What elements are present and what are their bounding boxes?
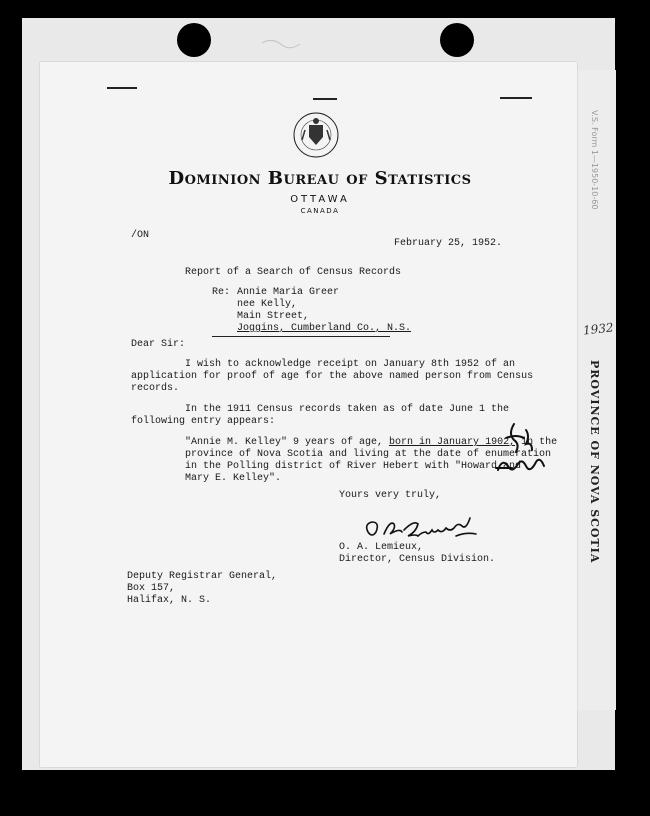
- paragraph-1-line: I wish to acknowledge receipt on January 8th 1952 of an: [185, 359, 516, 370]
- entry-text: "Annie M. Kelley" 9 years of age,: [185, 437, 390, 448]
- handwritten-initials: [492, 418, 552, 488]
- organization-name: Dominion Bureau of Statistics: [168, 168, 472, 189]
- re-line: Main Street,: [237, 311, 310, 322]
- country-name: CANADA: [300, 207, 340, 215]
- paragraph-1-line: records.: [131, 383, 180, 394]
- signer-title: Director, Census Division.: [339, 554, 496, 565]
- paragraph-2-line: following entry appears:: [131, 416, 276, 427]
- addressee-line: Box 157,: [127, 583, 176, 594]
- city-name: OTTAWA: [290, 194, 350, 205]
- addressee-line: Halifax, N. S.: [127, 595, 212, 606]
- paper-clip-mark: [313, 98, 337, 100]
- entry-birth-underlined: born in January 1902,: [389, 437, 516, 448]
- letter-date: February 25, 1952.: [394, 238, 503, 249]
- paragraph-1-line: application for proof of age for the above named person from Census: [131, 371, 534, 382]
- subject-line: Report of a Search of Census Records: [185, 267, 402, 278]
- re-line: Annie Maria Greer: [237, 287, 340, 298]
- paragraph-2-line: In the 1911 Census records taken as of date June 1 the: [185, 404, 510, 415]
- paper-clip-mark: [500, 97, 532, 99]
- punch-hole-right: [440, 23, 474, 57]
- paper-clip-mark: [107, 87, 137, 89]
- side-form-code: V.S. Form 1—1950-10-60: [590, 110, 599, 210]
- side-number: 1932: [582, 320, 615, 338]
- entry-line: province of Nova Scotia and living at the date of enumeration: [185, 449, 552, 460]
- addressee-line: Deputy Registrar General,: [127, 571, 278, 582]
- entry-line: in the Polling district of River Hebert with "Howard and: [185, 461, 522, 472]
- signer-name: O. A. Lemieux,: [339, 542, 424, 553]
- salutation: Dear Sir:: [131, 339, 186, 350]
- reference-code: /ON: [131, 230, 150, 241]
- closing: Yours very truly,: [339, 490, 442, 501]
- re-line: Joggins, Cumberland Co., N.S.: [237, 323, 412, 334]
- entry-text: in the: [515, 437, 558, 448]
- coat-of-arms-seal: [291, 108, 341, 166]
- re-label: Re:: [212, 287, 231, 298]
- re-underline: [212, 336, 390, 337]
- entry-line: Mary E. Kelley".: [185, 473, 282, 484]
- re-line: nee Kelly,: [237, 299, 298, 310]
- side-province-label: PROVINCE OF NOVA SCOTIA: [588, 360, 601, 564]
- punch-hole-left: [177, 23, 211, 57]
